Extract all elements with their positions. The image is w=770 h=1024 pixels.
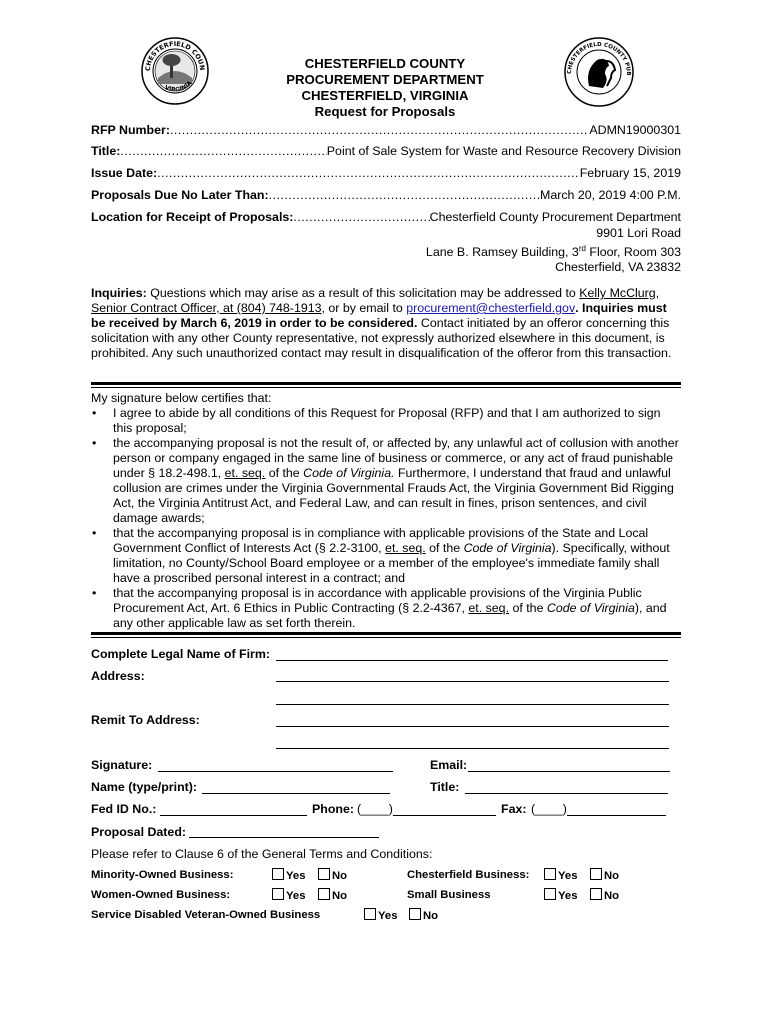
svg-text:CHESTERFIELD COUNTY PUBLIC SCH: CHESTERFIELD COUNTY PUB xyxy=(566,41,632,76)
checkbox[interactable] xyxy=(544,868,556,880)
firm-name-label: Complete Legal Name of Firm: xyxy=(91,647,271,661)
proposal-dated-label: Proposal Dated: xyxy=(91,825,187,839)
proposal-dated-field[interactable] xyxy=(189,837,379,838)
title-value: Point of Sale System for Waste and Resource Recovery Division xyxy=(326,144,681,158)
fax-label: Fax: xyxy=(501,802,527,816)
chesterfield-no-option[interactable]: No xyxy=(590,868,619,882)
procurement-email-link[interactable]: procurement@chesterfield.gov xyxy=(406,301,576,315)
name-label: Name (type/print): xyxy=(91,780,198,794)
inquiries-label: Inquiries: xyxy=(91,286,147,300)
rfp-number-row xyxy=(91,123,681,138)
checkbox[interactable] xyxy=(364,908,376,920)
issue-date-label: Issue Date: xyxy=(91,166,158,180)
title-field[interactable] xyxy=(465,793,668,794)
chesterfield-yes-option[interactable]: Yes xyxy=(544,868,577,882)
small-yes-option[interactable]: Yes xyxy=(544,888,577,902)
svg-text:VIRGINIA: VIRGINIA xyxy=(163,79,194,94)
issue-date-row xyxy=(91,166,681,181)
location-line1: Chesterfield County Procurement Department xyxy=(429,210,681,224)
email-label: Email: xyxy=(430,758,468,772)
clause-reference: Please refer to Clause 6 of the General Terms and Conditions: xyxy=(91,847,433,861)
phone-label: Phone: xyxy=(312,802,354,816)
veteran-yes-option[interactable]: Yes xyxy=(364,908,397,922)
header-location: CHESTERFIELD, VIRGINIA xyxy=(301,88,469,103)
checkbox[interactable] xyxy=(272,888,284,900)
remit-address-field-line1[interactable] xyxy=(276,726,669,727)
location-line2: 9901 Lori Road xyxy=(596,226,681,240)
header-doc-type: Request for Proposals xyxy=(314,104,456,119)
minority-yes-option[interactable]: Yes xyxy=(272,868,305,882)
women-yes-option[interactable]: Yes xyxy=(272,888,305,902)
rfp-info-block xyxy=(91,123,681,273)
minority-owned-label: Minority-Owned Business: xyxy=(91,869,234,881)
fax-area-code[interactable]: (____) xyxy=(531,802,567,816)
rfp-number-value: ADMN19000301 xyxy=(589,123,681,137)
checkbox[interactable] xyxy=(590,888,602,900)
checkbox[interactable] xyxy=(544,888,556,900)
certification-section xyxy=(91,391,681,631)
address-field-line1[interactable] xyxy=(276,681,669,682)
remit-address-field-line2[interactable] xyxy=(276,748,669,749)
checkbox[interactable] xyxy=(272,868,284,880)
issue-date-value: February 15, 2019 xyxy=(579,166,681,180)
email-field[interactable] xyxy=(468,771,670,772)
address-label: Address: xyxy=(91,669,145,683)
checkbox[interactable] xyxy=(318,888,330,900)
header-county: CHESTERFIELD COUNTY xyxy=(304,56,466,71)
header-department: PROCUREMENT DEPARTMENT xyxy=(286,72,484,87)
checkbox[interactable] xyxy=(409,908,421,920)
title-row xyxy=(91,144,681,159)
fed-id-label: Fed ID No.: xyxy=(91,802,157,816)
due-date-row xyxy=(91,188,681,203)
chesterfield-business-label: Chesterfield Business: xyxy=(407,869,530,881)
women-owned-label: Women-Owned Business: xyxy=(91,889,231,901)
certification-list xyxy=(91,406,681,631)
certification-intro: My signature below certifies that: xyxy=(91,391,272,405)
certification-item: • that the accompanying proposal is in compliance with applicable provisions of the State and Local Government Conflict of Interests Act (§ 2.2-3100, et. seq. of the Code of Virginia). Specifically, without limitation, no County/School Board employee or a member of the employee's immediate family shall have a proscribed personal interest in a contract; and xyxy=(113,526,681,586)
section-divider-bottom xyxy=(91,632,681,635)
phone-area-code[interactable]: (____) xyxy=(357,802,393,816)
title-field-label: Title: xyxy=(430,780,460,794)
small-business-label: Small Business xyxy=(407,889,491,901)
checkbox[interactable] xyxy=(318,868,330,880)
veteran-owned-label: Service Disabled Veteran-Owned Business xyxy=(91,909,321,921)
certification-item: • the accompanying proposal is not the result of, or affected by, any unlawful act of collusion with another person or company engaged in the same line of business or commerce, or any act of fraud punishable under § 18.2-498.1, et. seq. of the Code of Virginia. Furthermore, I understand that fraud and unlawful collusion are crimes under the Virginia Governmental Frauds Act, the Virginia Government Bid Rigging Act, the Virginia Antitrust Act, and Federal Law, and can result in fines, prison sentences, and civil damage awards; xyxy=(113,436,681,526)
remit-address-label: Remit To Address: xyxy=(91,713,200,727)
location-address xyxy=(426,226,681,275)
location-label: Location for Receipt of Proposals: xyxy=(91,210,294,224)
schools-seal-logo xyxy=(563,36,635,108)
fed-id-field[interactable] xyxy=(160,815,307,816)
name-field[interactable] xyxy=(202,793,390,794)
county-seal-logo xyxy=(140,36,210,106)
location-line3: Lane B. Ramsey Building, 3rd Floor, Room 303 xyxy=(425,244,681,260)
document-header xyxy=(220,56,550,120)
women-no-option[interactable]: No xyxy=(318,888,347,902)
location-row xyxy=(91,210,681,225)
title-label: Title: xyxy=(91,144,121,158)
fax-field[interactable] xyxy=(567,815,666,816)
firm-name-field[interactable] xyxy=(276,660,668,661)
location-line4: Chesterfield, VA 23832 xyxy=(555,260,681,275)
due-date-label: Proposals Due No Later Than: xyxy=(91,188,269,202)
small-no-option[interactable]: No xyxy=(590,888,619,902)
phone-field[interactable] xyxy=(393,815,496,816)
certification-item: • I agree to abide by all conditions of this Request for Proposal (RFP) and that I am authorized to sign this proposal; xyxy=(113,406,681,436)
section-divider-top xyxy=(91,382,681,385)
inquiries-paragraph: Inquiries: Questions which may arise as a result of this solicitation may be addressed to Kelly McClurg, Senior Contract Officer, at (804) 748-1913, or by email to procurement@chesterfield.gov. Inquiries must be received by March 6, 2019 in order to be considered. Contact initiated by an offeror concerning this solicitation with any other County representative, not expressly authorized elsewhere in this document, is prohibited. Any such unauthorized contact may result in disqualification of the offeror from this transaction. xyxy=(91,286,672,360)
minority-no-option[interactable]: No xyxy=(318,868,347,882)
certification-item: • that the accompanying proposal is in accordance with applicable provisions of the Virginia Public Procurement Act, Art. 6 Ethics in Public Contracting (§ 2.2-4367, et. seq. of the Code of Virginia), and any other applicable law as set forth therein. xyxy=(113,586,681,631)
signature-label: Signature: xyxy=(91,758,153,772)
checkbox[interactable] xyxy=(590,868,602,880)
address-field-line2[interactable] xyxy=(276,704,669,705)
veteran-no-option[interactable]: No xyxy=(409,908,438,922)
svg-text:CHESTERFIELD COUNTY: CHESTERFIELD COUN xyxy=(143,39,207,72)
signature-field[interactable] xyxy=(158,771,393,772)
due-date-value: March 20, 2019 4:00 P.M. xyxy=(540,188,681,202)
rfp-number-label: RFP Number: xyxy=(91,123,170,137)
contact-person: Kelly McClurg, Senior Contract Officer, at (804) 748-1913 xyxy=(91,286,660,315)
